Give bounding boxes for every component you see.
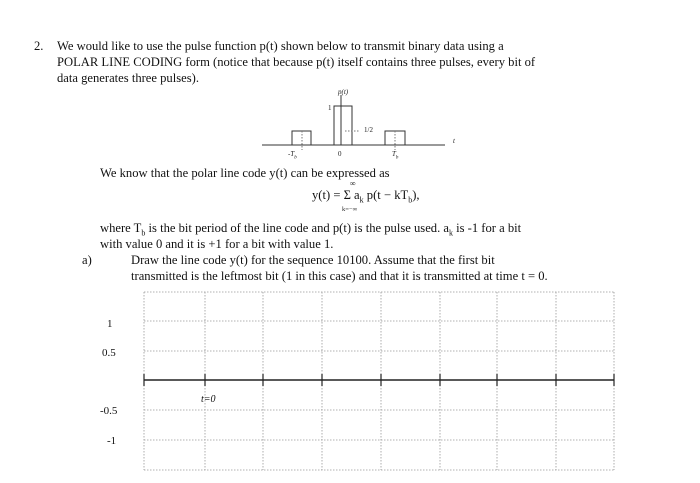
question-line-1: We would like to use the pulse function p(t) shown below to transmit binary data using a: [57, 39, 504, 53]
where-sub-b: b: [141, 228, 146, 238]
question-line-3: data generates three pulses).: [57, 71, 199, 85]
sum-lower-limit: k=−∞: [342, 206, 358, 213]
pulse-left-tick-sub: b: [294, 155, 297, 161]
question-number: 2.: [34, 39, 44, 53]
part-a-line-1: Draw the line code y(t) for the sequence 10100. Assume that the first bit: [131, 253, 495, 267]
pulse-amp-half: 1/2: [364, 126, 373, 134]
where-sub-k: k: [448, 228, 453, 238]
polar-where-line-2: with value 0 and it is +1 for a bit with value 1.: [100, 237, 334, 251]
y-label-neg-0-5: -0.5: [100, 405, 118, 417]
pulse-title: p(t): [338, 88, 349, 96]
t0-label: t=0: [201, 394, 216, 405]
pulse-axis-var: t: [453, 137, 455, 145]
pulse-right-tick-sub: b: [395, 155, 399, 161]
y-label-1: 1: [107, 318, 113, 330]
sum-upper-limit: ∞: [350, 179, 356, 188]
polar-intro: We know that the polar line code y(t) can be expressed as: [100, 166, 390, 180]
part-a-line-2: transmitted is the leftmost bit (1 in this case) and that it is transmitted at time t = 0.: [131, 269, 548, 283]
part-a-label: a): [82, 253, 92, 267]
eq-sub-k: k: [359, 195, 364, 205]
question-line-2: POLAR LINE CODING form (notice that because p(t) itself contains three pulses, every bit of: [57, 55, 536, 69]
pulse-left-tick: $-T_b$: [288, 150, 297, 161]
y-label-0-5: 0.5: [102, 347, 116, 359]
eq-sub-b: b: [408, 195, 413, 205]
y-label-neg-1: -1: [107, 435, 117, 447]
polar-where-line-1: where $T_b$ is the bit period of the line code and p(t) is the pulse used. $a_k$ is -1 for a bit: [100, 221, 522, 238]
pulse-zero-tick: 0: [338, 150, 342, 158]
pulse-right-tick: $T_b$: [392, 150, 399, 161]
polar-equation: y(t) = Σ $a_k$ $p(t - kT_b)$,: [312, 188, 420, 205]
pulse-amp-one: 1: [328, 104, 332, 112]
